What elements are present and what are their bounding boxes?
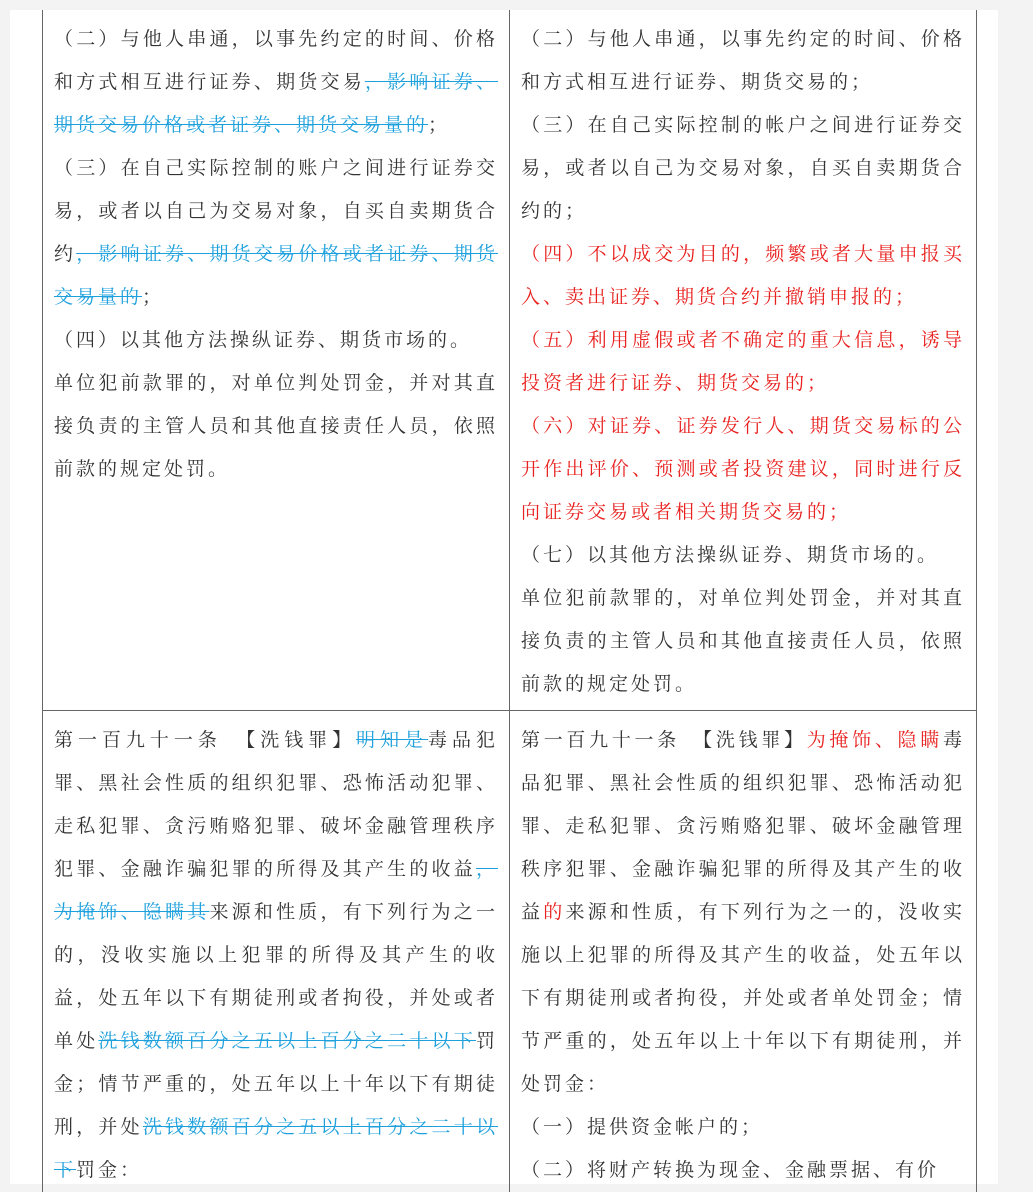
deleted-text: 洗钱数额百分之五以上百分之二十以下 xyxy=(54,1116,498,1181)
new-text-cell xyxy=(510,10,977,711)
deleted-text: ，影响证券、期货交易价格或者证券、期货交易量的 xyxy=(54,71,498,136)
text-run: （二）将财产转换为现金、金融票据、有价 xyxy=(521,1159,939,1181)
text-run: 罚金： xyxy=(76,1159,142,1181)
text-run: （四）以其他方法操纵证券、期货市场的。 xyxy=(54,329,472,351)
paragraph xyxy=(54,319,498,362)
text-run: （七）以其他方法操纵证券、期货市场的。 xyxy=(521,544,939,566)
old-text-cell xyxy=(43,10,510,711)
text-run: （三）在自己实际控制的帐户之间进行证券交易，或者以自己为交易对象，自买自卖期货合约的； xyxy=(521,114,965,222)
text-run: ； xyxy=(428,114,450,136)
paragraph xyxy=(521,319,965,405)
added-text: 为掩饰、隐瞒 xyxy=(807,729,943,751)
text-run: 单位犯前款罪的，对单位判处罚金，并对其直接负责的主管人员和其他直接责任人员，依照前款的规定处罚。 xyxy=(521,587,965,695)
paragraph xyxy=(521,719,965,1106)
text-run: 来源和性质，有下列行为之一的，没收实施以上犯罪的所得及其产生的收益，处五年以下有期徒刑或者拘役，并处或者单处罚金；情节严重的，处五年以上十年以下有期徒刑，并处罚金： xyxy=(521,901,965,1095)
text-run: 毒品犯罪、黑社会性质的组织犯罪、恐怖活动犯罪、走私犯罪、贪污贿赂犯罪、破坏金融管理秩序犯罪、金融诈骗犯罪的所得及其产生的收益 xyxy=(54,729,498,880)
text-run: 罚金；情节严重的，处五年以上十年以下有期徒刑，并处 xyxy=(54,1030,498,1138)
text-run: 第一百九十一条 【洗钱罪】 xyxy=(54,729,356,751)
paragraph xyxy=(521,405,965,534)
deleted-text: 明知是 xyxy=(356,729,428,751)
paragraph xyxy=(521,18,965,104)
law-comparison-table xyxy=(42,10,977,1192)
text-run: （二）与他人串通，以事先约定的时间、价格和方式相互进行证券、期货交易 xyxy=(54,28,498,93)
paragraph xyxy=(521,534,965,577)
document-page xyxy=(10,10,998,1184)
text-run: 来源和性质，有下列行为之一的，没收实施以上犯罪的所得及其产生的收益，处五年以下有期徒刑或者拘役，并处或者单处 xyxy=(54,901,498,1052)
added-text: 的 xyxy=(543,901,565,923)
table-row xyxy=(43,711,977,1192)
paragraph xyxy=(54,147,498,319)
paragraph xyxy=(54,362,498,491)
text-run: （二）与他人串通，以事先约定的时间、价格和方式相互进行证券、期货交易的； xyxy=(521,28,965,93)
text-run: 单位犯前款罪的，对单位判处罚金，并对其直接负责的主管人员和其他直接责任人员，依照前款的规定处罚。 xyxy=(54,372,498,480)
paragraph xyxy=(54,719,498,1192)
text-run: （一）提供资金帐户的； xyxy=(521,1116,763,1138)
text-run: （三）在自己实际控制的账户之间进行证券交易，或者以自己为交易对象，自买自卖期货合约 xyxy=(54,157,498,265)
added-text: （五）利用虚假或者不确定的重大信息，诱导投资者进行证券、期货交易的； xyxy=(521,329,965,394)
text-run: 第一百九十一条 【洗钱罪】 xyxy=(521,729,807,751)
new-text-cell xyxy=(510,711,977,1192)
paragraph xyxy=(521,104,965,233)
text-run: ； xyxy=(142,286,164,308)
paragraph xyxy=(521,233,965,319)
paragraph xyxy=(521,1149,965,1192)
deleted-text: ，影响证券、期货交易价格或者证券、期货交易量的 xyxy=(54,243,498,308)
table-row xyxy=(43,10,977,711)
deleted-text: 洗钱数额百分之五以上百分之二十以下 xyxy=(98,1030,476,1052)
added-text: （六）对证券、证券发行人、期货交易标的公开作出评价、预测或者投资建议，同时进行反向证券交易或者相关期货交易的； xyxy=(521,415,965,523)
paragraph xyxy=(54,18,498,147)
deleted-text: ，为掩饰、隐瞒其 xyxy=(54,858,498,923)
added-text: （四）不以成交为目的，频繁或者大量申报买入、卖出证券、期货合约并撤销申报的； xyxy=(521,243,965,308)
old-text-cell xyxy=(43,711,510,1192)
paragraph xyxy=(521,577,965,706)
text-run: 毒品犯罪、黑社会性质的组织犯罪、恐怖活动犯罪、走私犯罪、贪污贿赂犯罪、破坏金融管理秩序犯罪、金融诈骗犯罪的所得及其产生的收益 xyxy=(521,729,965,923)
paragraph xyxy=(521,1106,965,1149)
